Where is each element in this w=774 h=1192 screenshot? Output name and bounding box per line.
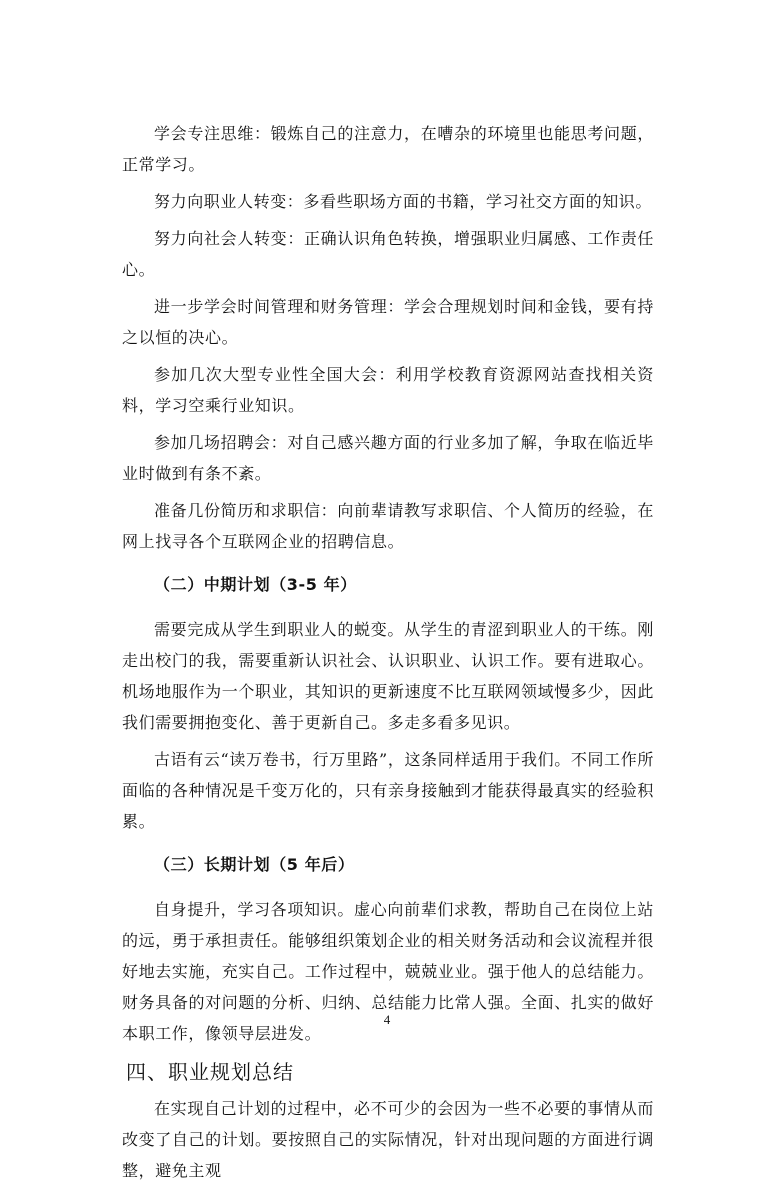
paragraph-job-fairs: 参加几场招聘会：对自己感兴趣方面的行业多加了解，争取在临近毕业时做到有条不紊。 bbox=[122, 433, 654, 483]
long-term-plan-heading: （三）长期计划（5 年后） bbox=[154, 855, 355, 874]
paragraph-resume-preparation: 准备几份简历和求职信：向前辈请教写求职信、个人简历的经验，在网上找寻各个互联网企业的招聘信息。 bbox=[122, 501, 654, 551]
paragraph-social-transition: 努力向社会人转变：正确认识角色转换，增强职业归属感、工作责任心。 bbox=[122, 229, 654, 279]
paragraph-professional-transition: 努力向职业人转变：多看些职场方面的书籍，学习社交方面的知识。 bbox=[154, 192, 653, 211]
paragraph-time-finance-management: 进一步学会时间管理和财务管理：学会合理规划时间和金钱，要有持之以恒的决心。 bbox=[122, 297, 654, 347]
section-four-paragraph: 在实现自己计划的过程中，必不可少的会因为一些不必要的事情从而改变了自己的计划。要按照自己的实际情况，针对出现问题的方面进行调整，避免主观 bbox=[122, 1099, 654, 1180]
long-term-paragraph: 自身提升，学习各项知识。虚心向前辈们求教，帮助自己在岗位上站的远，勇于承担责任。能够组织策划企业的相关财务活动和会议流程并很好地去实施，充实自己。工作过程中，兢兢业业。强于他人的总结能力。财务具备的对问题的分析、归纳、总结能力比常人强。全面、扎实的做好本职工作，像领导层进发。 bbox=[122, 900, 654, 1043]
paragraph-national-conferences: 参加几次大型专业性全国大会：利用学校教育资源网站查找相关资料，学习空乘行业知识。 bbox=[122, 365, 654, 415]
mid-term-paragraph: 古语有云“读万卷书，行万里路”，这条同样适用于我们。不同工作所面临的各种情况是千变万化的，只有亲身接触到才能获得最真实的经验积累。 bbox=[122, 750, 654, 831]
section-four-title: 四、职业规划总结 bbox=[126, 1060, 294, 1084]
page-content bbox=[122, 118, 654, 1192]
page-number: 4 bbox=[383, 1012, 391, 1027]
mid-term-plan-heading: （二）中期计划（3-5 年） bbox=[154, 575, 357, 594]
mid-term-paragraph: 需要完成从学生到职业人的蜕变。从学生的青涩到职业人的干练。刚走出校门的我，需要重新认识社会、认识职业、认识工作。要有进取心。机场地服作为一个职业，其知识的更新速度不比互联网领域慢多少，因此我们需要拥抱变化、善于更新自己。多走多看多见识。 bbox=[122, 620, 654, 732]
paragraph-focus-thinking: 学会专注思维：锻炼自己的注意力，在嘈杂的环境里也能思考问题，正常学习。 bbox=[122, 124, 654, 174]
